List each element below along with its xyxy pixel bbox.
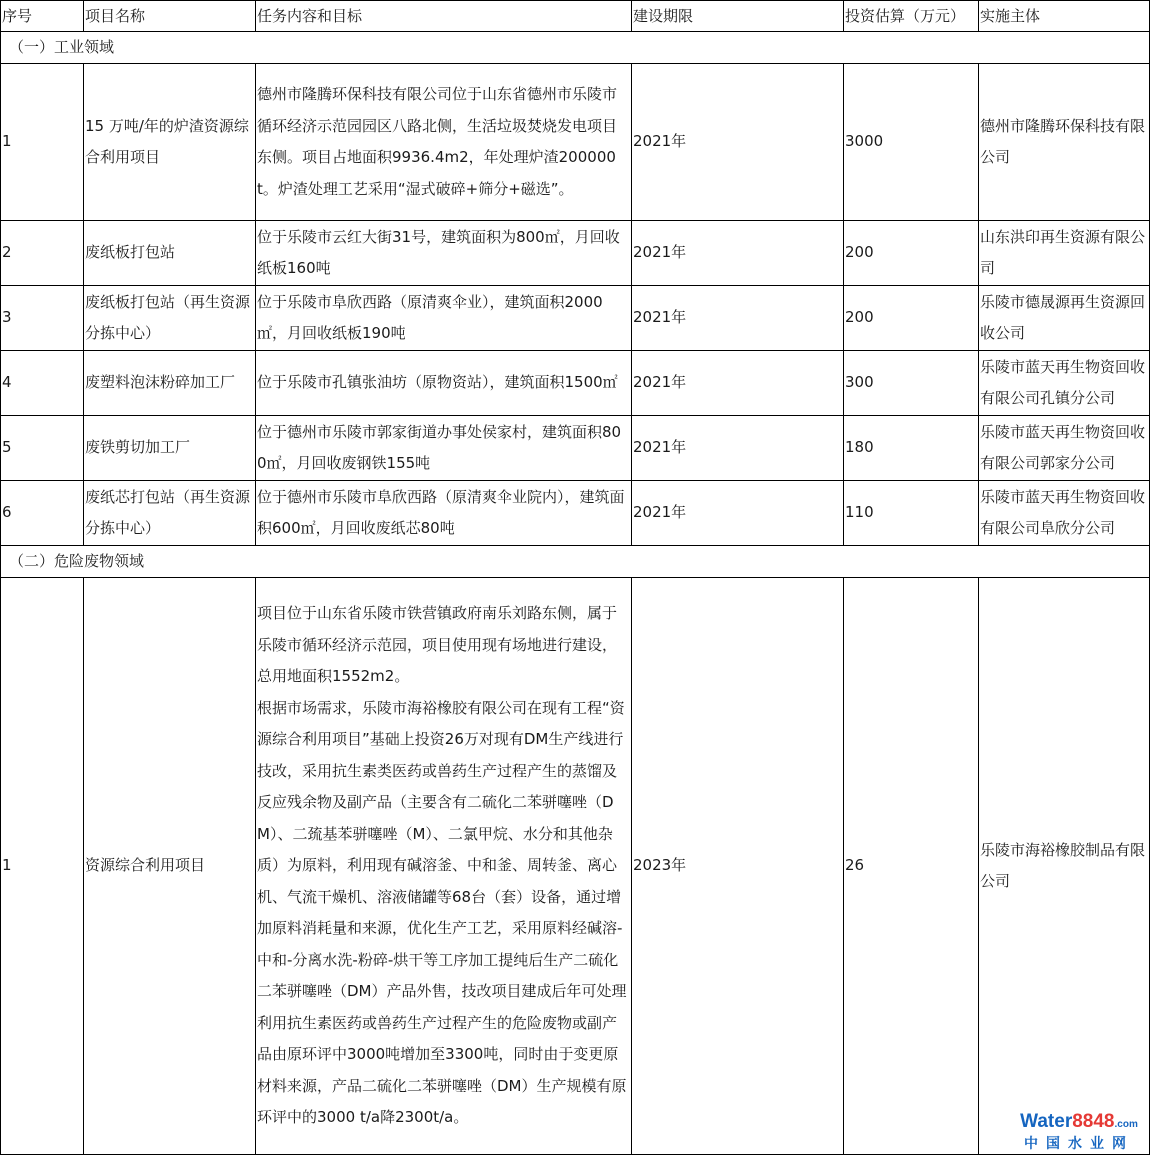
table-header-row	[1, 1, 1150, 32]
watermark-com: .com	[1114, 1119, 1138, 1130]
table-row	[1, 221, 1150, 286]
watermark-water: Water	[1020, 1111, 1073, 1132]
row-task: 位于乐陵市孔镇张油坊（原物资站），建筑面积1500㎡	[256, 351, 632, 416]
row-entity: 乐陵市蓝天再生物资回收有限公司阜欣分公司	[979, 481, 1150, 546]
table-row	[1, 481, 1150, 546]
header-no: 序号	[1, 1, 84, 32]
table-row	[1, 286, 1150, 351]
table-row	[1, 416, 1150, 481]
section-title: （二）危险废物领域	[1, 546, 1150, 578]
row-name: 资源综合利用项目	[84, 578, 256, 1155]
section-row-hazardous	[1, 546, 1150, 578]
row-no: 1	[1, 64, 84, 221]
header-task: 任务内容和目标	[256, 1, 632, 32]
section-title: （一）工业领域	[1, 32, 1150, 64]
row-period: 2021年	[632, 64, 844, 221]
row-entity: 乐陵市德晟源再生资源回收公司	[979, 286, 1150, 351]
row-no: 2	[1, 221, 84, 286]
row-name: 废纸板打包站	[84, 221, 256, 286]
row-name: 废塑料泡沫粉碎加工厂	[84, 351, 256, 416]
header-name: 项目名称	[84, 1, 256, 32]
row-task: 德州市隆腾环保科技有限公司位于山东省德州市乐陵市循环经济示范园园区八路北侧，生活垃圾焚烧发电项目东侧。项目占地面积9936.4m2，年处理炉渣200000t。炉渣处理工艺采用“湿式破碎+筛分+磁选”。	[256, 64, 632, 221]
row-period: 2021年	[632, 351, 844, 416]
row-no: 6	[1, 481, 84, 546]
row-task: 位于乐陵市云红大街31号，建筑面积为800㎡，月回收纸板160吨	[256, 221, 632, 286]
row-invest: 26	[844, 578, 979, 1155]
row-entity: 山东洪印再生资源有限公司	[979, 221, 1150, 286]
row-entity: 德州市隆腾环保科技有限公司	[979, 64, 1150, 221]
watermark-logo	[1016, 1112, 1142, 1151]
row-task: 位于德州市乐陵市郭家街道办事处侯家村，建筑面积800㎡，月回收废钢铁155吨	[256, 416, 632, 481]
row-invest: 200	[844, 286, 979, 351]
row-no: 5	[1, 416, 84, 481]
task-paragraph-2: 根据市场需求，乐陵市海裕橡胶有限公司在现有工程“资源综合利用项目”基础上投资26万对现有DM生产线进行技改，采用抗生素类医药或兽药生产过程产生的蒸馏及反应残余物及副产品（主要含有二硫化二苯骈噻唑（DM）、二巯基苯骈噻唑（M）、二氯甲烷、水分和其他杂质）为原料，利用现有碱溶釜、中和釜、周转釜、离心机、气流干燥机、溶液储罐等68台（套）设备，通过增加原料消耗量和来源，优化生产工艺，采用原料经碱溶-中和-分离水洗-粉碎-烘干等工序加工提纯后生产二硫化二苯骈噻唑（DM）产品外售，技改项目建成后年可处理利用抗生素医药或兽药生产过程产生的危险废物或副产品由原环评中3000吨增加至3300吨，同时由于变更原材料来源，产品二硫化二苯骈噻唑（DM）生产规模有原环评中的3000 t/a降2300t/a。	[257, 698, 627, 1127]
row-no: 1	[1, 578, 84, 1155]
header-invest: 投资估算（万元）	[844, 1, 979, 32]
row-entity: 乐陵市海裕橡胶制品有限公司	[979, 578, 1150, 1155]
row-period: 2021年	[632, 286, 844, 351]
row-name: 15 万吨/年的炉渣资源综合利用项目	[84, 64, 256, 221]
watermark-8848: 8848	[1072, 1111, 1115, 1132]
task-paragraph-1: 项目位于山东省乐陵市铁营镇政府南乐刘路东侧，属于乐陵市循环经济示范园，项目使用现有场地进行建设，总用地面积1552m2。	[257, 604, 618, 686]
row-period: 2021年	[632, 221, 844, 286]
row-invest: 110	[844, 481, 979, 546]
table-row	[1, 351, 1150, 416]
row-invest: 3000	[844, 64, 979, 221]
row-period: 2021年	[632, 481, 844, 546]
row-entity: 乐陵市蓝天再生物资回收有限公司孔镇分公司	[979, 351, 1150, 416]
row-period: 2023年	[632, 578, 844, 1155]
row-task: 位于德州市乐陵市阜欣西路（原清爽伞业院内），建筑面积600㎡，月回收废纸芯80吨	[256, 481, 632, 546]
table-row	[1, 578, 1150, 1155]
row-invest: 180	[844, 416, 979, 481]
row-invest: 200	[844, 221, 979, 286]
row-entity: 乐陵市蓝天再生物资回收有限公司郭家分公司	[979, 416, 1150, 481]
header-period: 建设期限	[632, 1, 844, 32]
table-row	[1, 64, 1150, 221]
row-task	[256, 578, 632, 1155]
row-no: 4	[1, 351, 84, 416]
row-name: 废铁剪切加工厂	[84, 416, 256, 481]
section-row-industry	[1, 32, 1150, 64]
row-name: 废纸芯打包站（再生资源分拣中心）	[84, 481, 256, 546]
row-invest: 300	[844, 351, 979, 416]
header-entity: 实施主体	[979, 1, 1150, 32]
row-no: 3	[1, 286, 84, 351]
watermark-cn: 中国水业网	[1024, 1135, 1134, 1151]
row-name: 废纸板打包站（再生资源分拣中心）	[84, 286, 256, 351]
row-task: 位于乐陵市阜欣西路（原清爽伞业），建筑面积2000㎡，月回收纸板190吨	[256, 286, 632, 351]
row-period: 2021年	[632, 416, 844, 481]
